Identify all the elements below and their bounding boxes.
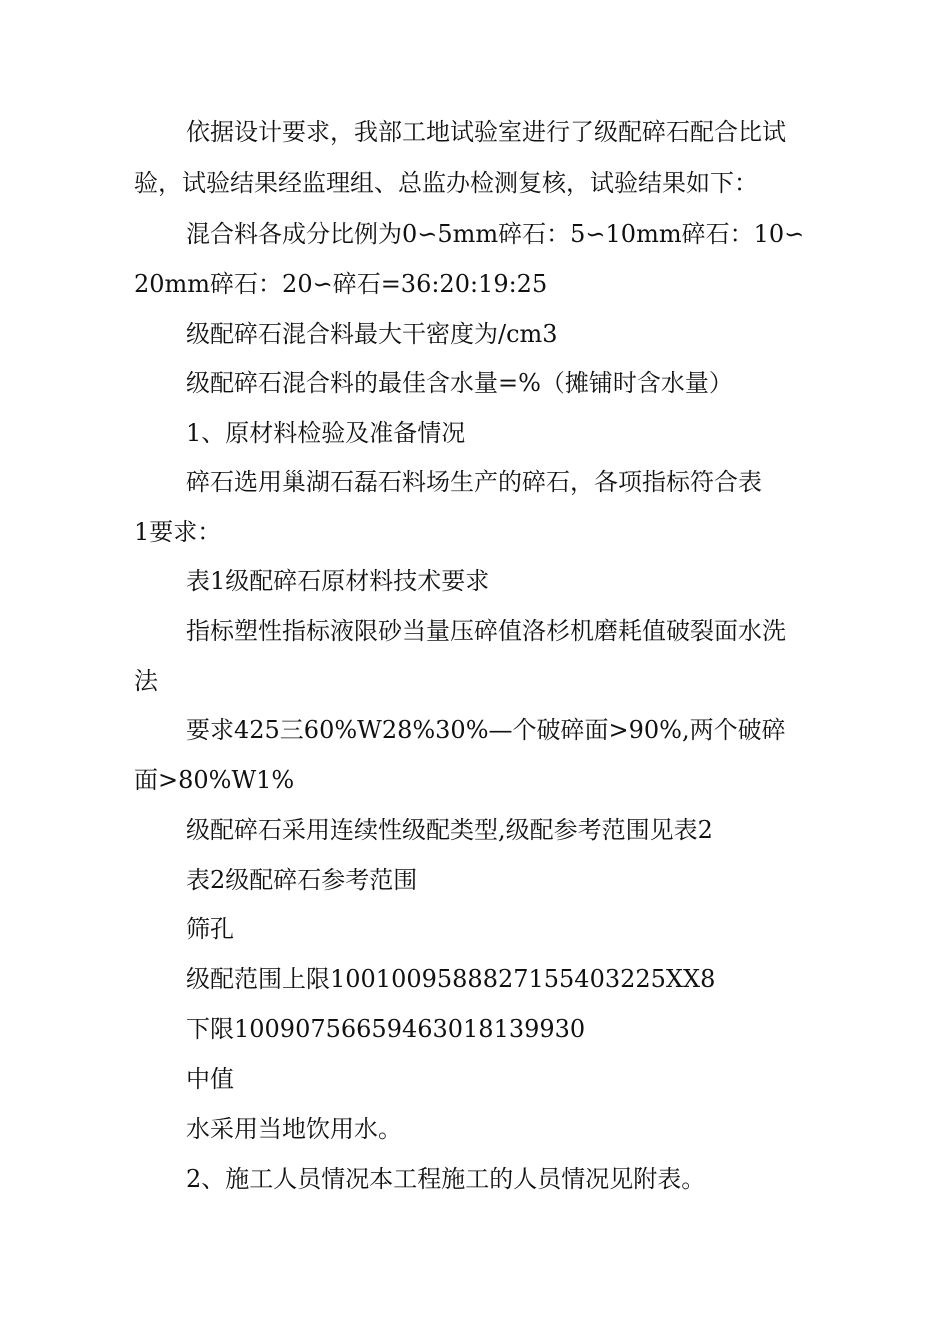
- paragraph-line: 法: [134, 667, 158, 695]
- paragraph-line: 级配碎石混合料的最佳含水量=%（摊铺时含水量）: [186, 369, 733, 397]
- section-heading: 2、施工人员情况本工程施工的人员情况见附表。: [186, 1165, 706, 1193]
- paragraph-line: 混合料各成分比例为0∽5mm碎石：5∽10mm碎石：10∽: [186, 220, 805, 248]
- paragraph-line: 级配碎石混合料最大干密度为/cm3: [186, 320, 558, 348]
- paragraph-line: 验，试验结果经监理组、总监办检测复核，试验结果如下：: [134, 169, 758, 197]
- paragraph-line: 中值: [186, 1065, 234, 1093]
- paragraph-line: 20mm碎石：20∽碎石=36:20:19:25: [134, 270, 548, 298]
- paragraph-line: 指标塑性指标液限砂当量压碎值洛杉机磨耗值破裂面水洗: [186, 617, 786, 645]
- section-heading: 1、原材料检验及准备情况: [186, 419, 466, 447]
- paragraph-line: 依据设计要求，我部工地试验室进行了级配碎石配合比试: [186, 118, 786, 146]
- paragraph-line: 级配碎石采用连续性级配类型,级配参考范围见表2: [186, 816, 713, 844]
- paragraph-line: 筛孔: [186, 915, 234, 943]
- paragraph-line: 1要求：: [134, 518, 222, 546]
- paragraph-line: 要求425三60%W28%30%—个破碎面>90%,两个破碎: [186, 716, 786, 744]
- paragraph-line: 下限10090756659463018139930: [186, 1015, 586, 1043]
- table-caption: 表1级配碎石原材料技术要求: [186, 567, 490, 595]
- paragraph-line: 水采用当地饮用水。: [186, 1115, 402, 1143]
- paragraph-line: 面>80%W1%: [134, 766, 295, 794]
- paragraph-line: 级配范围上限1001009588827155403225XX8: [186, 965, 716, 993]
- paragraph-line: 碎石选用巢湖石磊石料场生产的碎石，各项指标符合表: [186, 468, 762, 496]
- table-caption: 表2级配碎石参考范围: [186, 866, 418, 894]
